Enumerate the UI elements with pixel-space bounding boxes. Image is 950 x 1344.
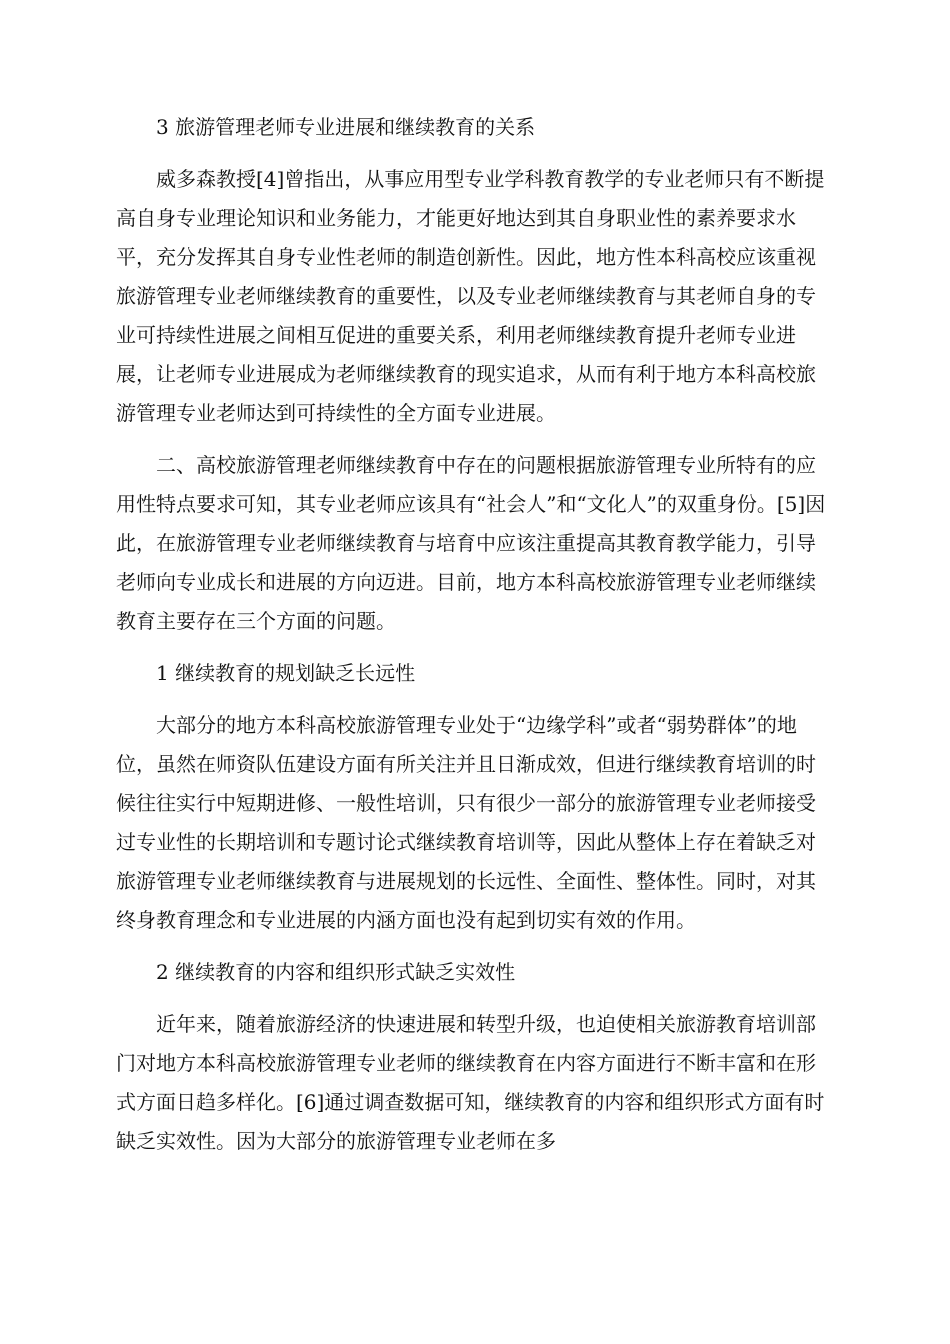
spacer: [116, 641, 834, 654]
body-paragraph: 威多森教授[4]曾指出，从事应用型专业学科教育教学的专业老师只有不断提高自身专业理论知识和业务能力，才能更好地达到其自身职业性的素养要求水平，充分发挥其自身专业性老师的制造创新性。因此，地方性本科高校应该重视旅游管理专业老师继续教育的重要性，以及专业老师继续教育与其老师自身的专业可持续性进展之间相互促进的重要关系，利用老师继续教育提升老师专业进展，让老师专业进展成为老师继续教育的现实追求，从而有利于地方本科高校旅游管理专业老师达到可持续性的全方面专业进展。: [116, 167, 825, 425]
document-body: [116, 108, 834, 1161]
section-heading-2: 2 继续教育的内容和组织形式缺乏实效性: [156, 960, 516, 984]
body-paragraph: 近年来，随着旅游经济的快速进展和转型升级，也迫使相关旅游教育培训部门对地方本科高校旅游管理专业老师的继续教育在内容方面进行不断丰富和在形式方面日趋多样化。[6]通过调查数据可知，继续教育的内容和组织形式方面有时缺乏实效性。因为大部分的旅游管理专业老师在多: [116, 1012, 825, 1153]
spacer: [116, 693, 834, 706]
spacer: [116, 147, 834, 160]
section-heading-3: 3 旅游管理老师专业进展和继续教育的关系: [156, 115, 536, 139]
spacer: [116, 433, 834, 446]
body-paragraph: 大部分的地方本科高校旅游管理专业处于“边缘学科”或者“弱势群体”的地位，虽然在师资队伍建设方面有所关注并且日渐成效，但进行继续教育培训的时候往往实行中短期进修、一般性培训，只有很少一部分的旅游管理专业老师接受过专业性的长期培训和专题讨论式继续教育培训等，因此从整体上存在着缺乏对旅游管理专业老师继续教育与进展规划的长远性、全面性、整体性。同时，对其终身教育理念和专业进展的内涵方面也没有起到切实有效的作用。: [116, 713, 816, 932]
spacer: [116, 992, 834, 1005]
spacer: [116, 940, 834, 953]
body-paragraph: 二、高校旅游管理老师继续教育中存在的问题根据旅游管理专业所特有的应用性特点要求可知，其专业老师应该具有“社会人”和“文化人”的双重身份。[5]因此，在旅游管理专业老师继续教育与培育中应该注重提高其教育教学能力，引导老师向专业成长和进展的方向迈进。目前，地方本科高校旅游管理专业老师继续教育主要存在三个方面的问题。: [116, 453, 826, 633]
section-heading-1: 1 继续教育的规划缺乏长远性: [156, 661, 416, 685]
